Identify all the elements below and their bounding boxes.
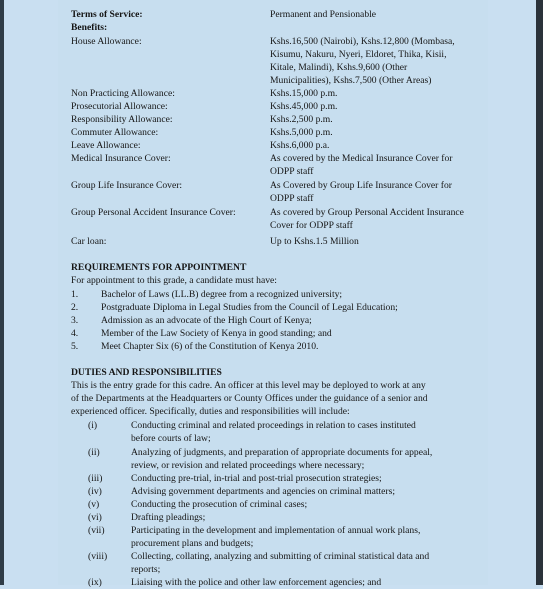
duty-number: (v) (88, 499, 100, 510)
duties-heading: DUTIES AND RESPONSIBILITIES (71, 367, 222, 378)
duty-text-line: Conducting pre-trial, in-trial and post-trial prosecution strategies; (131, 473, 382, 484)
duty-number: (iv) (88, 486, 102, 497)
benefit-value-line: ODPP staff (270, 193, 314, 204)
requirement-text: Admission as an advocate of the High Court of Kenya; (101, 315, 312, 326)
benefit-value-line: Kshs.15,000 p.m. (270, 88, 338, 99)
duty-number: (vii) (88, 525, 105, 536)
benefit-value-line: Up to Kshs.1.5 Million (270, 236, 359, 247)
benefit-label: House Allowance: (71, 36, 142, 47)
duty-text-line: review, or revision and related proceedings where necessary; (131, 460, 365, 471)
benefit-label: Medical Insurance Cover: (71, 153, 171, 164)
benefit-label: Leave Allowance: (71, 140, 141, 151)
benefit-label: Prosecutorial Allowance: (71, 101, 168, 112)
requirement-number: 2. (71, 302, 79, 313)
benefit-value-line: As covered by Group Personal Accident Insurance (270, 207, 464, 218)
benefit-value-line: Kshs.5,000 p.m. (270, 127, 333, 138)
duties-intro-line: of the Departments at the Headquarters or County Offices under the guidance of a senior and (71, 393, 428, 404)
benefit-label: Car loan: (71, 236, 107, 247)
duties-intro-line: This is the entry grade for this cadre. An officer at this level may be deployed to work at any (71, 380, 426, 391)
benefit-value-line: Municipalities), Kshs.7,500 (Other Areas) (270, 75, 432, 86)
benefit-label: Responsibility Allowance: (71, 114, 173, 125)
duty-text-line: Liaising with the police and other law enforcement agencies; and (131, 577, 382, 588)
duty-text-line: Conducting the prosecution of criminal cases; (131, 499, 308, 510)
requirement-number: 3. (71, 315, 79, 326)
requirement-text: Bachelor of Laws (LL.B) degree from a recognized university; (101, 289, 343, 300)
benefit-value-line: As covered by the Medical Insurance Cover for (270, 153, 453, 164)
duty-text-line: procurement plans and budgets; (131, 538, 254, 549)
duty-number: (viii) (88, 551, 108, 562)
duty-text-line: Participating in the development and implementation of annual work plans, (131, 525, 421, 536)
benefits-heading: Benefits: (71, 22, 108, 33)
duty-text-line: Collecting, collating, analyzing and submitting of criminal statistical data and (131, 551, 430, 562)
benefit-label: Commuter Allowance: (71, 127, 159, 138)
requirement-number: 1. (71, 289, 79, 300)
requirement-text: Member of the Law Society of Kenya in good standing; and (101, 328, 332, 339)
terms-value: Permanent and Pensionable (270, 9, 377, 20)
benefit-label: Group Life Insurance Cover: (71, 180, 183, 191)
requirements-intro: For appointment to this grade, a candidate must have: (71, 275, 277, 286)
benefit-value-line: Kshs.45,000 p.m. (270, 101, 338, 112)
benefit-value-line: Kitale, Malindi), Kshs.9,600 (Other (270, 62, 408, 73)
duty-number: (ii) (88, 447, 100, 458)
duty-text-line: Conducting criminal and related proceedings in relation to cases instituted (131, 420, 416, 431)
requirement-text: Postgraduate Diploma in Legal Studies from the Council of Legal Education; (101, 302, 398, 313)
benefit-value-line: Kshs.6,000 p.a. (270, 140, 330, 151)
terms-label: Terms of Service: (71, 9, 143, 20)
benefit-value-line: As Covered by Group Life Insurance Cover for (270, 180, 452, 191)
requirement-number: 5. (71, 341, 79, 352)
duty-number: (vi) (88, 512, 102, 523)
benefit-value-line: Cover for ODPP staff (270, 220, 353, 231)
duty-text-line: before courts of law; (131, 433, 211, 444)
duty-number: (i) (88, 420, 98, 431)
duty-text-line: Advising government departments and agencies on criminal matters; (131, 486, 396, 497)
benefit-label: Non Practicing Allowance: (71, 88, 175, 99)
duty-text-line: Drafting pleadings; (131, 512, 206, 523)
requirement-number: 4. (71, 328, 79, 339)
duty-number: (ix) (88, 577, 102, 588)
requirements-heading: REQUIREMENTS FOR APPOINTMENT (71, 262, 247, 273)
benefit-label: Group Personal Accident Insurance Cover: (71, 207, 236, 218)
duty-text-line: reports; (131, 564, 161, 575)
benefit-value-line: Kshs.2,500 p.m. (270, 114, 333, 125)
duty-number: (iii) (88, 473, 103, 484)
duty-text-line: Analyzing of judgments, and preparation of appropriate documents for appeal, (131, 447, 433, 458)
benefit-value-line: Kisumu, Nakuru, Nyeri, Eldoret, Thika, Kisii, (270, 49, 447, 60)
benefit-value-line: Kshs.16,500 (Nairobi), Kshs.12,800 (Mombasa, (270, 36, 455, 47)
document-page (58, 0, 488, 588)
benefit-value-line: ODPP staff (270, 166, 314, 177)
duties-intro-line: experienced officer. Specifically, duties and responsibilities will include: (71, 406, 350, 417)
viewer-scrollbar[interactable] (536, 0, 543, 585)
viewer-left-edge (0, 0, 4, 585)
requirement-text: Meet Chapter Six (6) of the Constitution of Kenya 2010. (101, 341, 319, 352)
